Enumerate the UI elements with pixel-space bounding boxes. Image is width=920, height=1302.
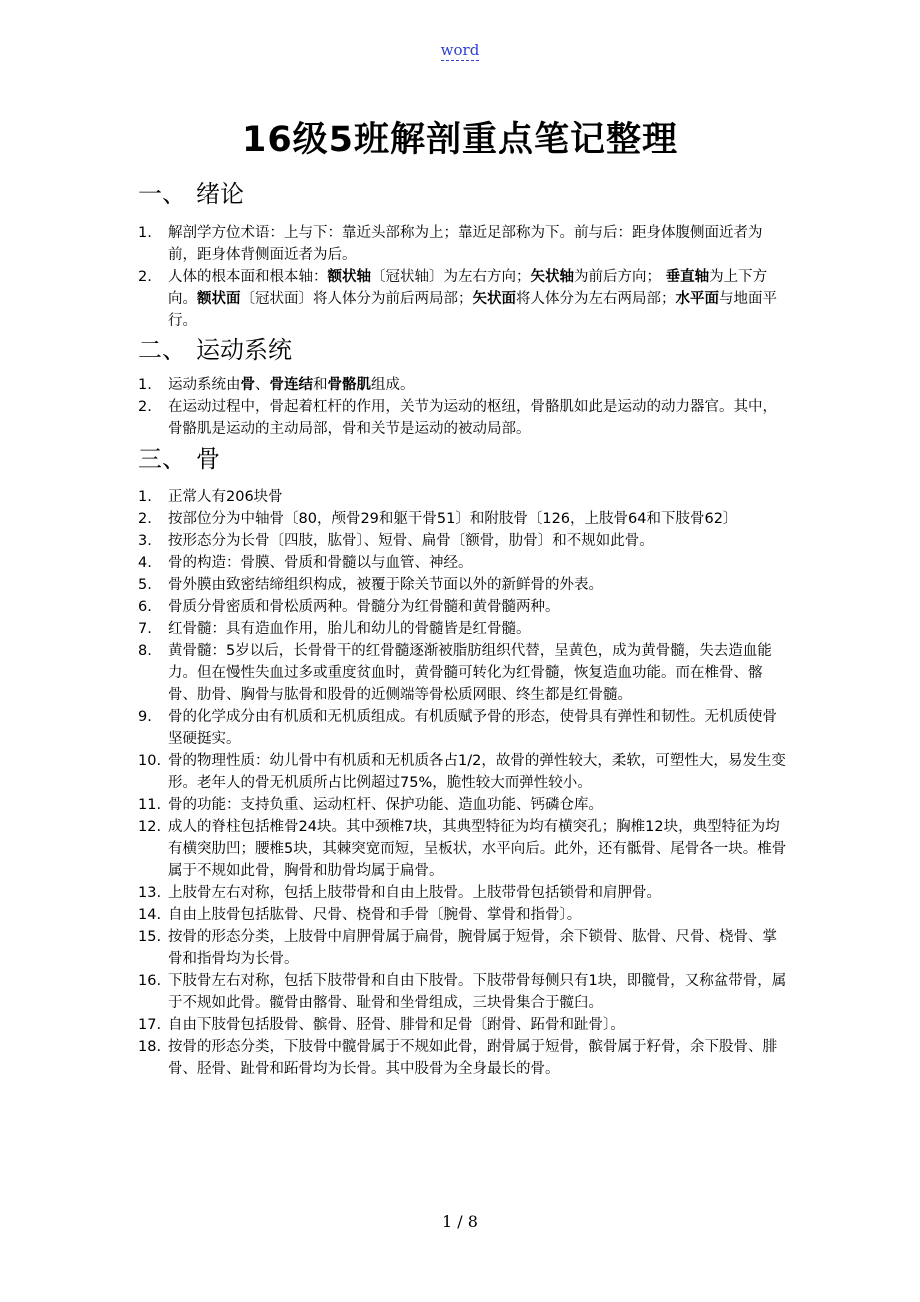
list-item — [138, 970, 788, 1014]
section-heading-1 — [138, 174, 244, 209]
list-item-text: 人体的根本面和根本轴： — [168, 269, 328, 285]
document-title: 16级5班解剖重点笔记整理 — [241, 120, 679, 160]
list-item-number: 7. — [138, 621, 152, 637]
section-number: 一、 — [138, 180, 186, 208]
list-item — [138, 1036, 788, 1080]
list-item — [138, 926, 788, 970]
section-heading-3 — [138, 439, 220, 474]
section-title: 运动系统 — [196, 336, 292, 364]
list-item — [138, 574, 788, 596]
list-item — [138, 882, 788, 904]
list-item — [138, 374, 788, 396]
list-item-text: 〔冠状轴〕为左右方向； — [371, 269, 531, 285]
list-item-number: 3. — [138, 533, 152, 549]
list-item-text: 〔冠状面〕将人体分为前后两局部； — [240, 291, 473, 307]
list-item — [138, 486, 788, 508]
list-item-text: 自由下肢骨包括股骨、髌骨、胫骨、腓骨和足骨〔跗骨、跖骨和趾骨〕。 — [168, 1017, 625, 1033]
header-word-link[interactable]: word — [440, 41, 480, 59]
list-item-term: 额状面 — [197, 291, 241, 307]
page-indicator: 1 / 8 — [442, 1212, 478, 1231]
list-item-text: 按部位分为中轴骨〔80，颅骨29和躯干骨51〕和附肢骨〔126，上肢骨64和下肢骨62〕 — [168, 511, 738, 527]
list-item-number: 2. — [138, 511, 152, 527]
list-item-term: 矢状轴 — [530, 269, 574, 285]
list-item-text: 、 — [255, 377, 270, 393]
list-item — [138, 596, 788, 618]
list-item — [138, 530, 788, 552]
list-item-text: 自由上肢骨包括肱骨、尺骨、桡骨和手骨〔腕骨、掌骨和指骨〕。 — [168, 907, 582, 923]
list-item-text: 按骨的形态分类，上肢骨中肩胛骨属于扁骨，腕骨属于短骨，余下锁骨、肱骨、尺骨、桡骨、掌骨和指骨均为长骨。 — [168, 929, 777, 967]
list-item — [138, 508, 788, 530]
list-item-number: 5. — [138, 577, 152, 593]
list-item — [138, 794, 788, 816]
list-item-number: 16. — [138, 973, 162, 989]
list-item-text: 运动系统由 — [168, 377, 241, 393]
list-item — [138, 266, 788, 332]
list-item-text: 正常人有206块骨 — [168, 489, 283, 505]
list-item-text: 解剖学方位术语：上与下：靠近头部称为上；靠近足部称为下。前与后：距身体腹侧面近者为前，距身体背侧面近者为后。 — [168, 225, 763, 263]
list-item — [138, 1014, 788, 1036]
section-title: 绪论 — [196, 180, 244, 208]
list-item-text: 在运动过程中，骨起着杠杆的作用，关节为运动的枢纽，骨骼肌如此是运动的动力器官。其中，骨骼肌是运动的主动局部，骨和关节是运动的被动局部。 — [168, 399, 777, 437]
section-2-list — [138, 374, 788, 440]
section-number: 三、 — [138, 445, 186, 473]
list-item-number: 8. — [138, 643, 152, 659]
list-item — [138, 618, 788, 640]
list-item-number: 4. — [138, 555, 152, 571]
list-item-number: 14. — [138, 907, 162, 923]
list-item-text: 上肢骨左右对称，包括上肢带骨和自由上肢骨。上肢带骨包括锁骨和肩胛骨。 — [168, 885, 661, 901]
list-item — [138, 750, 788, 794]
list-item-text: 骨质分骨密质和骨松质两种。骨髓分为红骨髓和黄骨髓两种。 — [168, 599, 560, 615]
section-1-list — [138, 222, 788, 332]
list-item-number: 15. — [138, 929, 162, 945]
section-title: 骨 — [196, 445, 220, 473]
list-item-number: 2. — [138, 399, 152, 415]
list-item-text: 下肢骨左右对称，包括下肢带骨和自由下肢骨。下肢带骨每侧只有1块，即髋骨，又称盆带骨，属于不规如此骨。髋骨由髂骨、耻骨和坐骨组成，三块骨集合于髋臼。 — [168, 973, 787, 1011]
list-item-term: 垂直轴 — [665, 269, 710, 285]
list-item-term: 矢状面 — [472, 291, 516, 307]
list-item-term: 骨 — [240, 377, 255, 393]
list-item-text: 为前后方向； — [574, 269, 666, 285]
section-number: 二、 — [138, 336, 186, 364]
section-3-list — [138, 486, 788, 1080]
list-item-term: 额状轴 — [327, 269, 371, 285]
list-item-text: 成人的脊柱包括椎骨24块。其中颈椎7块，其典型特征为均有横突孔；胸椎12块，典型特征为均有横突肋凹；腰椎5块，其棘突宽而短，呈板状，水平向后。此外，还有骶骨、尾骨各一块。椎骨属于不规如此骨，胸骨和肋骨均属于扁骨。 — [168, 819, 787, 879]
list-item-text: 与地面平行。 — [168, 291, 777, 329]
header-word-link-container — [0, 41, 920, 59]
list-item-number: 2. — [138, 269, 152, 285]
list-item-text: 黄骨髓：5岁以后，长骨骨干的红骨髓逐渐被脂肪组织代替，呈黄色，成为黄骨髓，失去造血能力。但在慢性失血过多或重度贫血时，黄骨髓可转化为红骨髓，恢复造血功能。而在椎骨、髂骨、肋骨、胸骨与肱骨和股骨的近侧端等骨松质网眼、终生都是红骨髓。 — [168, 643, 772, 703]
list-item-number: 6. — [138, 599, 152, 615]
list-item — [138, 816, 788, 882]
list-item-number: 1. — [138, 225, 152, 241]
list-item-number: 10. — [138, 753, 162, 769]
list-item — [138, 222, 788, 266]
list-item-text: 组成。 — [371, 377, 415, 393]
list-item-number: 13. — [138, 885, 162, 901]
list-item — [138, 706, 788, 750]
list-item-number: 1. — [138, 377, 152, 393]
list-item-term: 骨骼肌 — [327, 377, 371, 393]
list-item-number: 12. — [138, 819, 162, 835]
list-item-term: 骨连结 — [269, 377, 313, 393]
list-item-number: 1. — [138, 489, 152, 505]
list-item-text: 将人体分为左右两局部； — [516, 291, 676, 307]
list-item — [138, 396, 788, 440]
list-item-text: 按形态分为长骨〔四肢，肱骨〕、短骨、扁骨〔额骨，肋骨〕和不规如此骨。 — [168, 533, 654, 549]
section-heading-2 — [138, 330, 292, 365]
list-item — [138, 640, 788, 706]
list-item-term: 水平面 — [675, 291, 719, 307]
list-item-text: 为上下方向。 — [168, 269, 768, 307]
list-item-number: 18. — [138, 1039, 162, 1055]
list-item-number: 17. — [138, 1017, 162, 1033]
list-item-text: 骨的功能：支持负重、运动杠杆、保护功能、造血功能、钙磷仓库。 — [168, 797, 603, 813]
list-item-text: 骨的物理性质：幼儿骨中有机质和无机质各占1/2，故骨的弹性较大，柔软，可塑性大，易发生变形。老年人的骨无机质所占比例超过75%，脆性较大而弹性较小。 — [168, 753, 786, 791]
list-item — [138, 904, 788, 926]
list-item — [138, 552, 788, 574]
list-item-text: 按骨的形态分类，下肢骨中髋骨属于不规如此骨，跗骨属于短骨，髌骨属于籽骨，余下股骨、腓骨、胫骨、趾骨和跖骨均为长骨。其中股骨为全身最长的骨。 — [168, 1039, 777, 1077]
list-item-text: 红骨髓：具有造血作用，胎儿和幼儿的骨髓皆是红骨髓。 — [168, 621, 531, 637]
list-item-text: 和 — [313, 377, 328, 393]
list-item-text: 骨外膜由致密结缔组织构成，被覆于除关节面以外的新鲜骨的外表。 — [168, 577, 603, 593]
list-item-text: 骨的化学成分由有机质和无机质组成。有机质赋予骨的形态，使骨具有弹性和韧性。无机质使骨坚硬挺实。 — [168, 709, 777, 747]
list-item-text: 骨的构造：骨膜、骨质和骨髓以与血管、神经。 — [168, 555, 473, 571]
list-item-number: 11. — [138, 797, 162, 813]
list-item-number: 9. — [138, 709, 152, 725]
